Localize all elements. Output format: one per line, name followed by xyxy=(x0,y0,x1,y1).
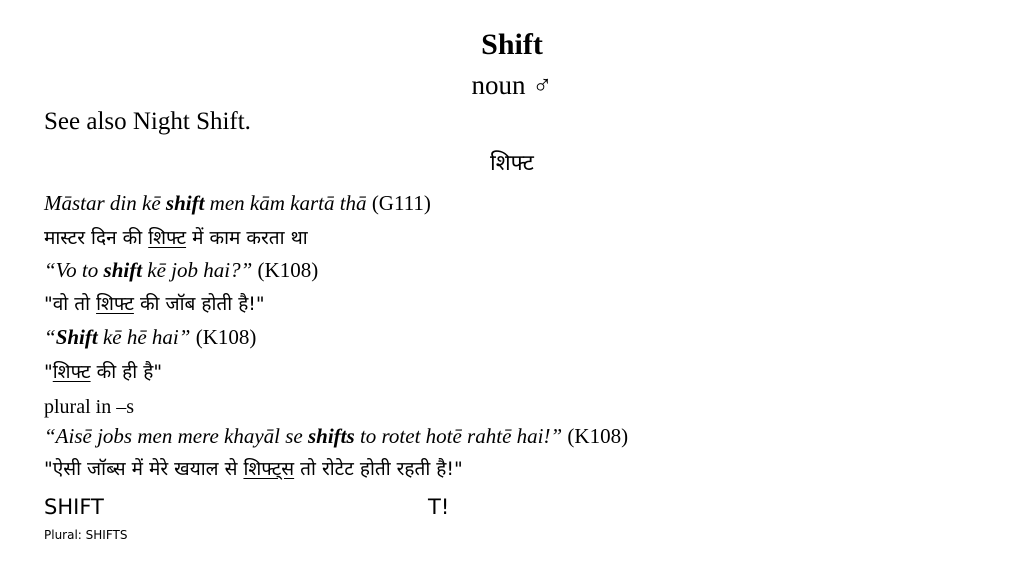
example-2-hindi-underlined: शिफ्ट xyxy=(96,293,134,315)
plural-hindi-post: तो रोटेट होती रहती है!" xyxy=(294,458,463,480)
sign-plural: Plural: SHIFTS xyxy=(44,528,128,542)
example-2-hindi xyxy=(44,290,265,316)
hindi-headword: शिफ्ट xyxy=(490,151,534,176)
example-3-source: (K108) xyxy=(190,325,257,349)
plural-example-transliteration xyxy=(44,424,628,449)
plural-hindi-pre: "ऐसी जॉब्स में मेरे खयाल से xyxy=(44,458,244,480)
plural-label: plural in –s xyxy=(44,396,134,418)
example-2-translit-pre: “Vo to xyxy=(44,258,104,282)
example-3-hindi xyxy=(44,358,162,384)
example-3-transliteration xyxy=(44,325,256,350)
example-2-hindi-pre: "वो तो xyxy=(44,293,97,315)
example-3-translit-pre: “ xyxy=(44,325,56,349)
plural-example-hindi xyxy=(44,455,463,481)
example-2-source: (K108) xyxy=(252,258,319,282)
plural-translit-pre: “Aisē jobs men mere khayāl se xyxy=(44,424,308,448)
example-1-translit-bold: shift xyxy=(165,191,205,215)
example-3-translit-bold: Shift xyxy=(55,325,98,349)
part-of-speech: noun ♂ xyxy=(471,70,553,100)
example-1-hindi-underlined: शिफ्ट xyxy=(148,227,187,249)
example-2-transliteration xyxy=(44,258,318,283)
plural-source: (K108) xyxy=(562,424,629,448)
plural-hindi-underlined: शिफ्ट्स xyxy=(243,458,295,480)
example-3-translit-post: kē hē hai” xyxy=(97,325,191,349)
example-1-translit-pre: Māstar din kē xyxy=(44,191,166,215)
example-3-hindi-post: की ही है" xyxy=(90,361,163,383)
sign-label: SHIFT xyxy=(44,495,104,519)
example-2-translit-bold: shift xyxy=(103,258,143,282)
example-1-source: (G111) xyxy=(366,191,431,215)
plural-translit-bold: shifts xyxy=(308,424,355,448)
example-1-translit-post: men kām kartā thā xyxy=(204,191,367,215)
plural-translit-post: to rotet hotē rahtē hai!” xyxy=(354,424,563,448)
example-1-hindi-pre: मास्टर दिन की xyxy=(44,227,149,249)
example-2-hindi-post: की जॉब होती है!" xyxy=(133,293,265,315)
example-1-hindi xyxy=(44,224,308,250)
entry-headword: Shift xyxy=(481,28,543,61)
example-1-transliteration xyxy=(44,191,431,216)
example-1-hindi-post: में काम करता था xyxy=(186,227,308,249)
sign-letter: T! xyxy=(428,495,450,519)
example-2-translit-post: kē job hai?” xyxy=(142,258,253,282)
example-3-hindi-pre: " xyxy=(44,361,53,383)
example-3-hindi-underlined: शिफ्ट xyxy=(52,361,91,383)
see-also-note: See also Night Shift. xyxy=(44,108,251,135)
